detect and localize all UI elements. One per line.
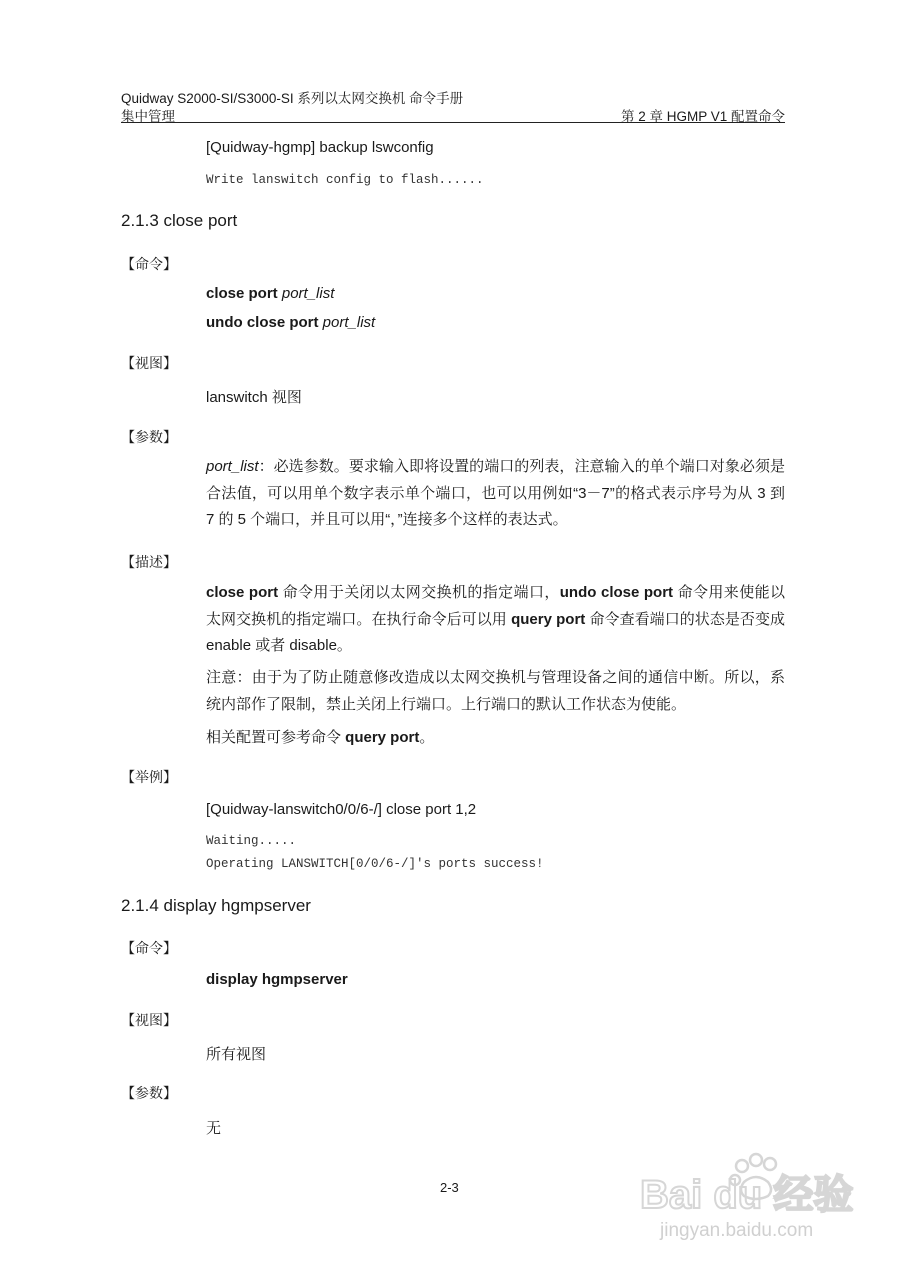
watermark-brand: Bai du 经验 — [640, 1173, 854, 1217]
header-title: Quidway S2000-SI/S3000-SI 系列以太网交换机 命令手册 — [121, 91, 464, 106]
header-rule — [121, 122, 785, 123]
note-paragraph: 注意：由于为了防止随意修改造成以太网交换机与管理设备之间的通信中断。所以，系统内部作了限制，禁止关闭上行端口。上行端口的默认工作状态为使能。 — [206, 669, 785, 713]
command-argument: port_list — [322, 314, 376, 331]
desc-keyword: undo close port — [559, 584, 674, 601]
label-params: 【参数】 — [121, 1085, 177, 1101]
desc-keyword: close port — [206, 584, 279, 601]
param-description: ：必选参数。要求输入即将设置的端口的列表，注意输入的单个端口对象必须是合法值，可以用单个数字表示单个端口，也可以用例如“3－7”的格式表示序号为从 3 到 7 的 5 个端口，并且可以用“，”连接多个这样的表达式。 — [206, 458, 785, 528]
page-number: 2-3 — [440, 1180, 459, 1195]
example-command: [Quidway-lanswitch0/0/6-/] close port 1,2 — [206, 801, 477, 818]
label-command: 【命令】 — [121, 256, 177, 272]
top-example-output: Write lanswitch config to flash...... — [206, 173, 484, 187]
example-output-2: Operating LANSWITCH[0/0/6-/]'s ports success! — [206, 857, 544, 871]
command-line-2 — [206, 314, 375, 331]
command-keyword: undo close port — [206, 314, 319, 331]
header-section: 集中管理 — [121, 109, 175, 124]
param-name: port_list — [206, 458, 259, 475]
command-line — [206, 971, 348, 988]
section-heading-close-port: 2.1.3 close port — [121, 211, 238, 230]
section-heading-display-hgmpserver: 2.1.4 display hgmpserver — [121, 896, 311, 915]
label-view: 【视图】 — [121, 1012, 177, 1028]
command-line-1 — [206, 285, 334, 302]
baidu-watermark-logo — [640, 1148, 870, 1248]
label-description: 【描述】 — [121, 554, 177, 570]
command-keyword: close port — [206, 285, 278, 302]
desc-text: 命令用于关闭以太网交换机的指定端口， — [278, 584, 560, 601]
related-text: 。 — [419, 729, 435, 746]
command-keyword: display hgmpserver — [206, 971, 348, 988]
desc-keyword: query port — [511, 610, 586, 628]
top-example-command: [Quidway-hgmp] backup lswconfig — [206, 139, 434, 156]
related-keyword: query port — [345, 729, 420, 746]
params-text: 无 — [206, 1120, 222, 1137]
label-params: 【参数】 — [121, 429, 177, 445]
example-output-1: Waiting..... — [206, 834, 297, 848]
label-view: 【视图】 — [121, 355, 177, 371]
related-text: 相关配置可参考命令 — [206, 729, 346, 746]
desc-text: 命令用来使能以太网交换机的指定端口。在执行命令后可以用 — [206, 584, 785, 628]
label-command: 【命令】 — [121, 940, 177, 956]
description-paragraph — [206, 580, 785, 660]
params-paragraph — [206, 454, 785, 534]
header-chapter: 第 2 章 HGMP V1 配置命令 — [620, 109, 785, 124]
watermark-url: jingyan.baidu.com — [660, 1220, 814, 1241]
command-argument: port_list — [281, 285, 335, 302]
label-example: 【举例】 — [121, 769, 177, 785]
view-text: lanswitch 视图 — [206, 389, 302, 406]
view-text: 所有视图 — [206, 1046, 267, 1063]
related-paragraph — [206, 725, 785, 752]
desc-text: 命令查看端口的状态是否变成 enable 或者 disable。 — [206, 610, 785, 654]
